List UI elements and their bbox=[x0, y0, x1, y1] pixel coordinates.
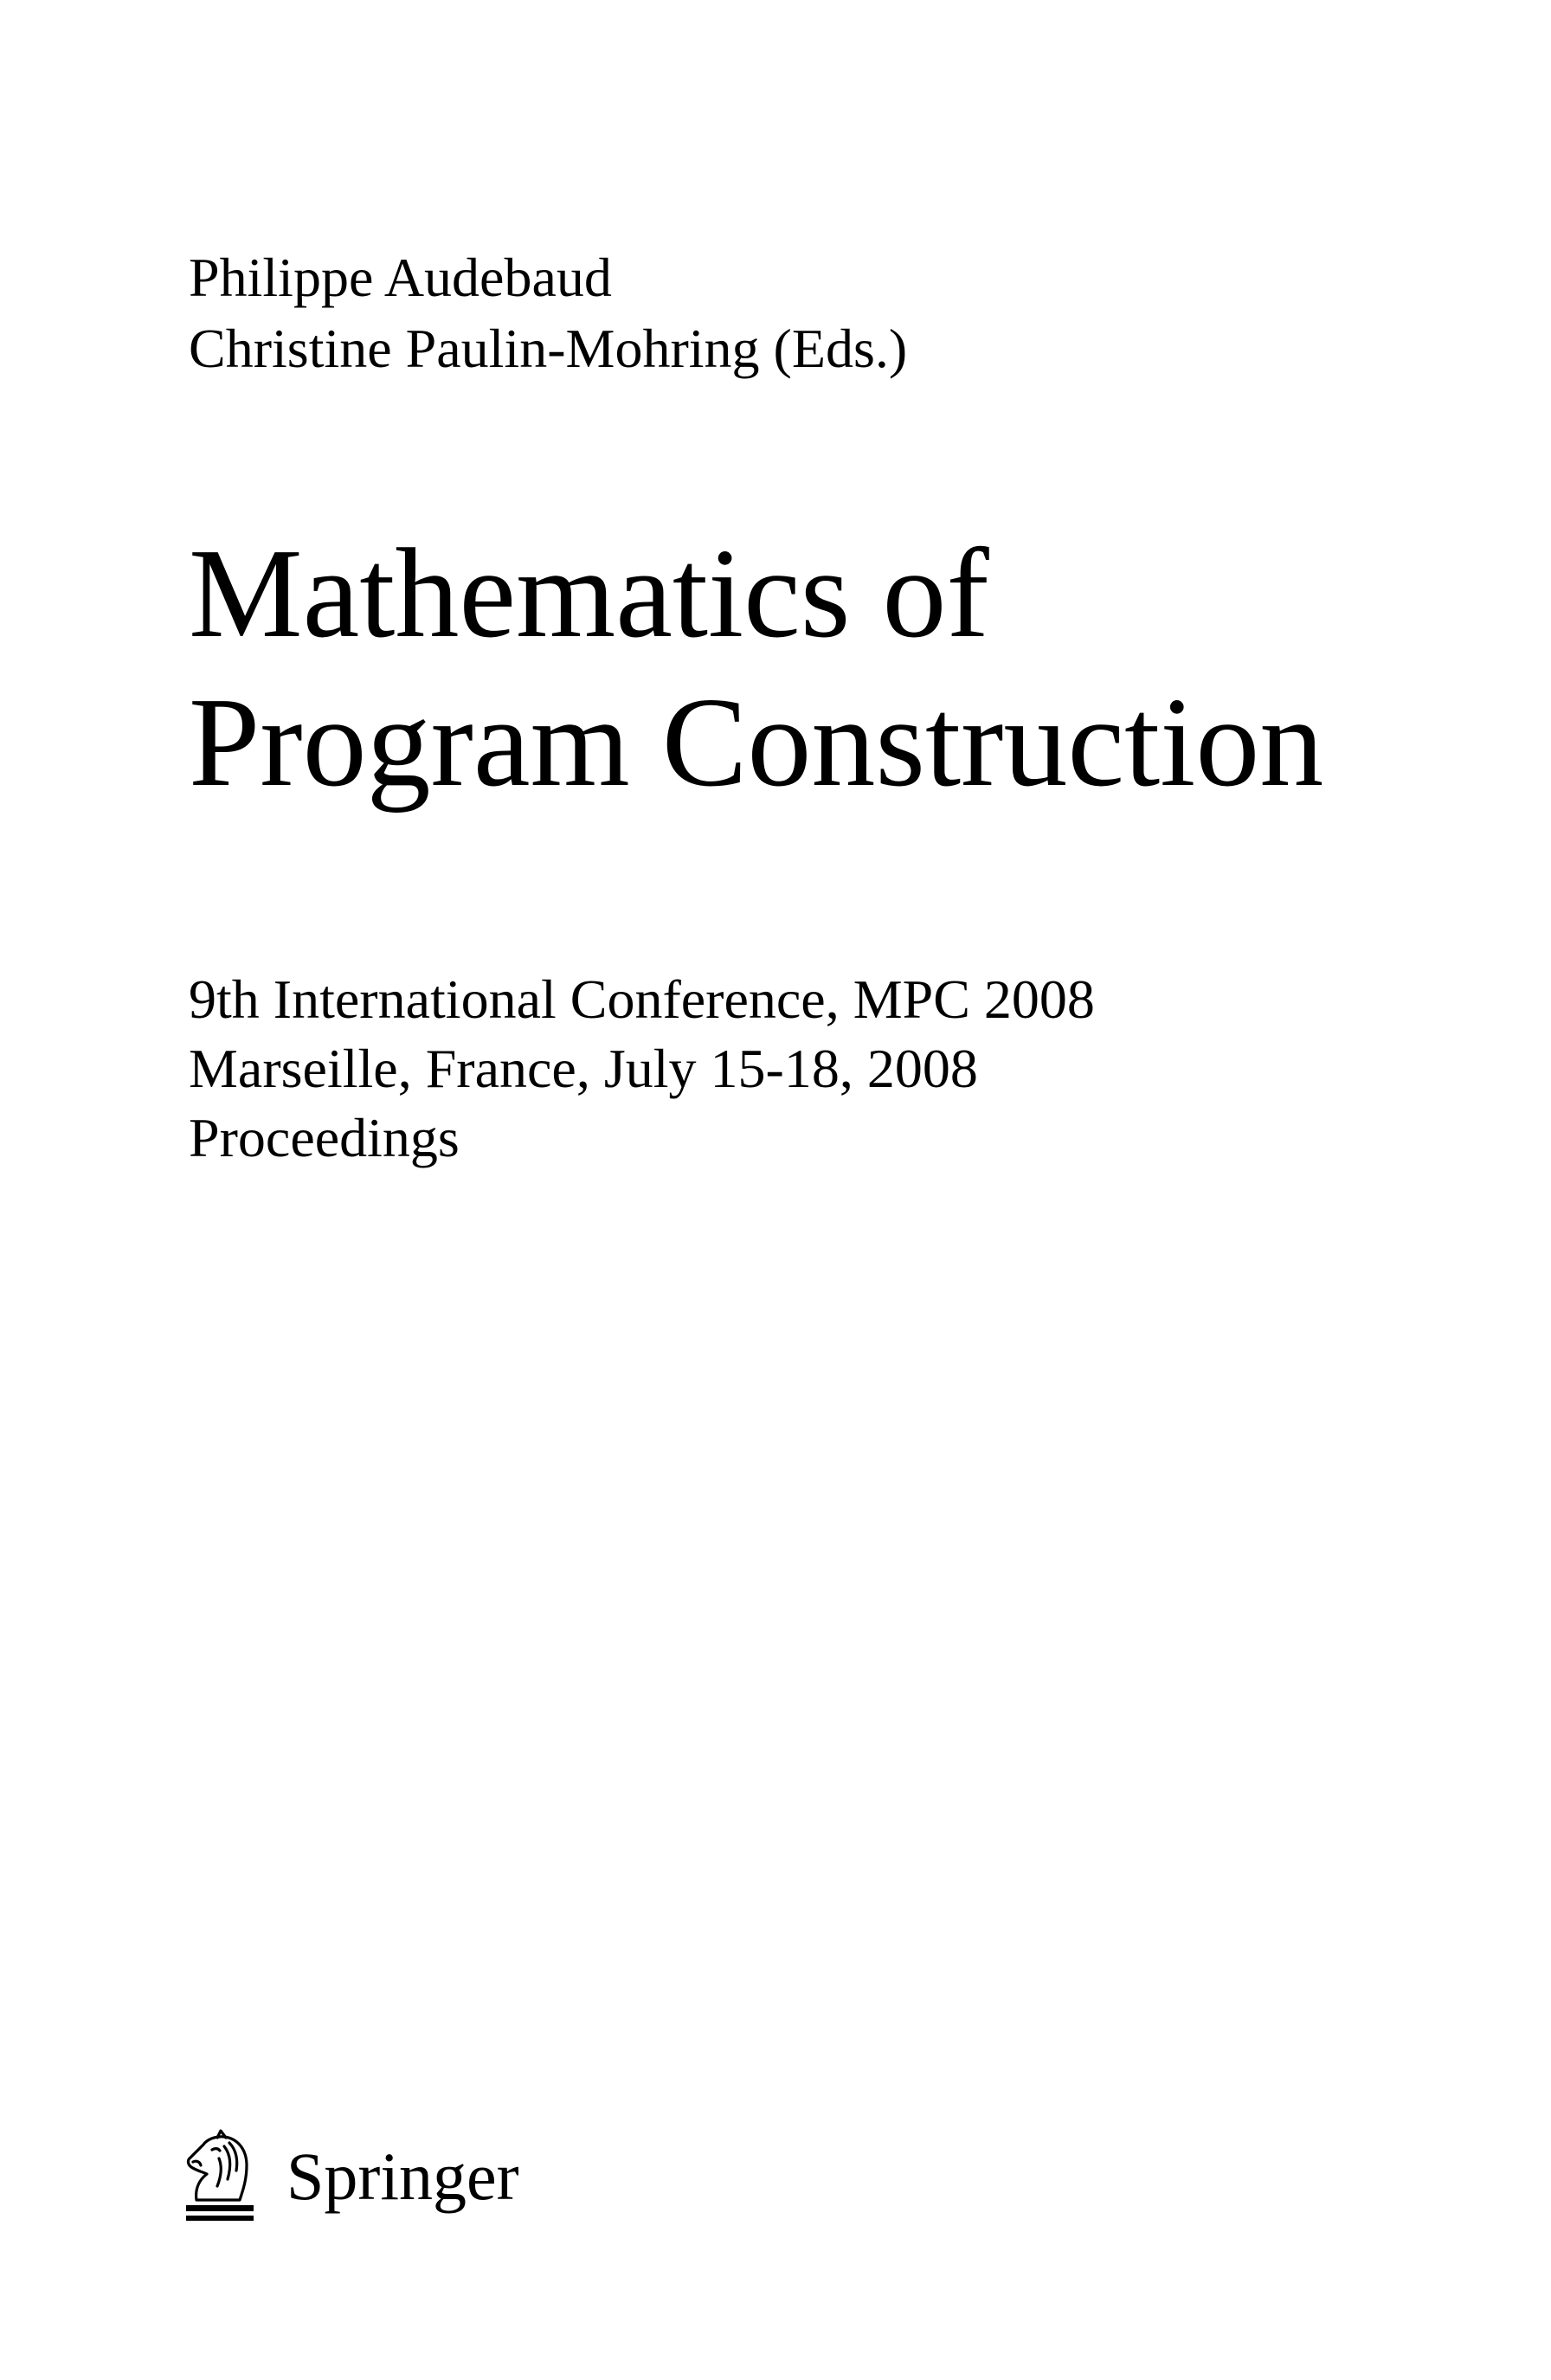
conference-location-date: Marseille, France, July 15-18, 2008 bbox=[189, 1038, 978, 1099]
book-title-line-1: Mathematics of bbox=[189, 523, 989, 665]
conference-info bbox=[189, 965, 1095, 1173]
proceedings-label: Proceedings bbox=[189, 1107, 460, 1168]
springer-horse-logo-icon bbox=[177, 2129, 261, 2224]
conference-name: 9th International Conference, MPC 2008 bbox=[189, 968, 1095, 1030]
editor-name-2: Christine Paulin-Mohring (Eds.) bbox=[189, 318, 908, 379]
editor-name-1: Philippe Audebaud bbox=[189, 247, 612, 308]
book-title-line-2: Program Construction bbox=[189, 672, 1324, 814]
publisher-imprint bbox=[177, 2125, 519, 2229]
book-title bbox=[189, 519, 1323, 817]
editors-block bbox=[189, 242, 907, 384]
publisher-name: Springer bbox=[286, 2139, 519, 2214]
